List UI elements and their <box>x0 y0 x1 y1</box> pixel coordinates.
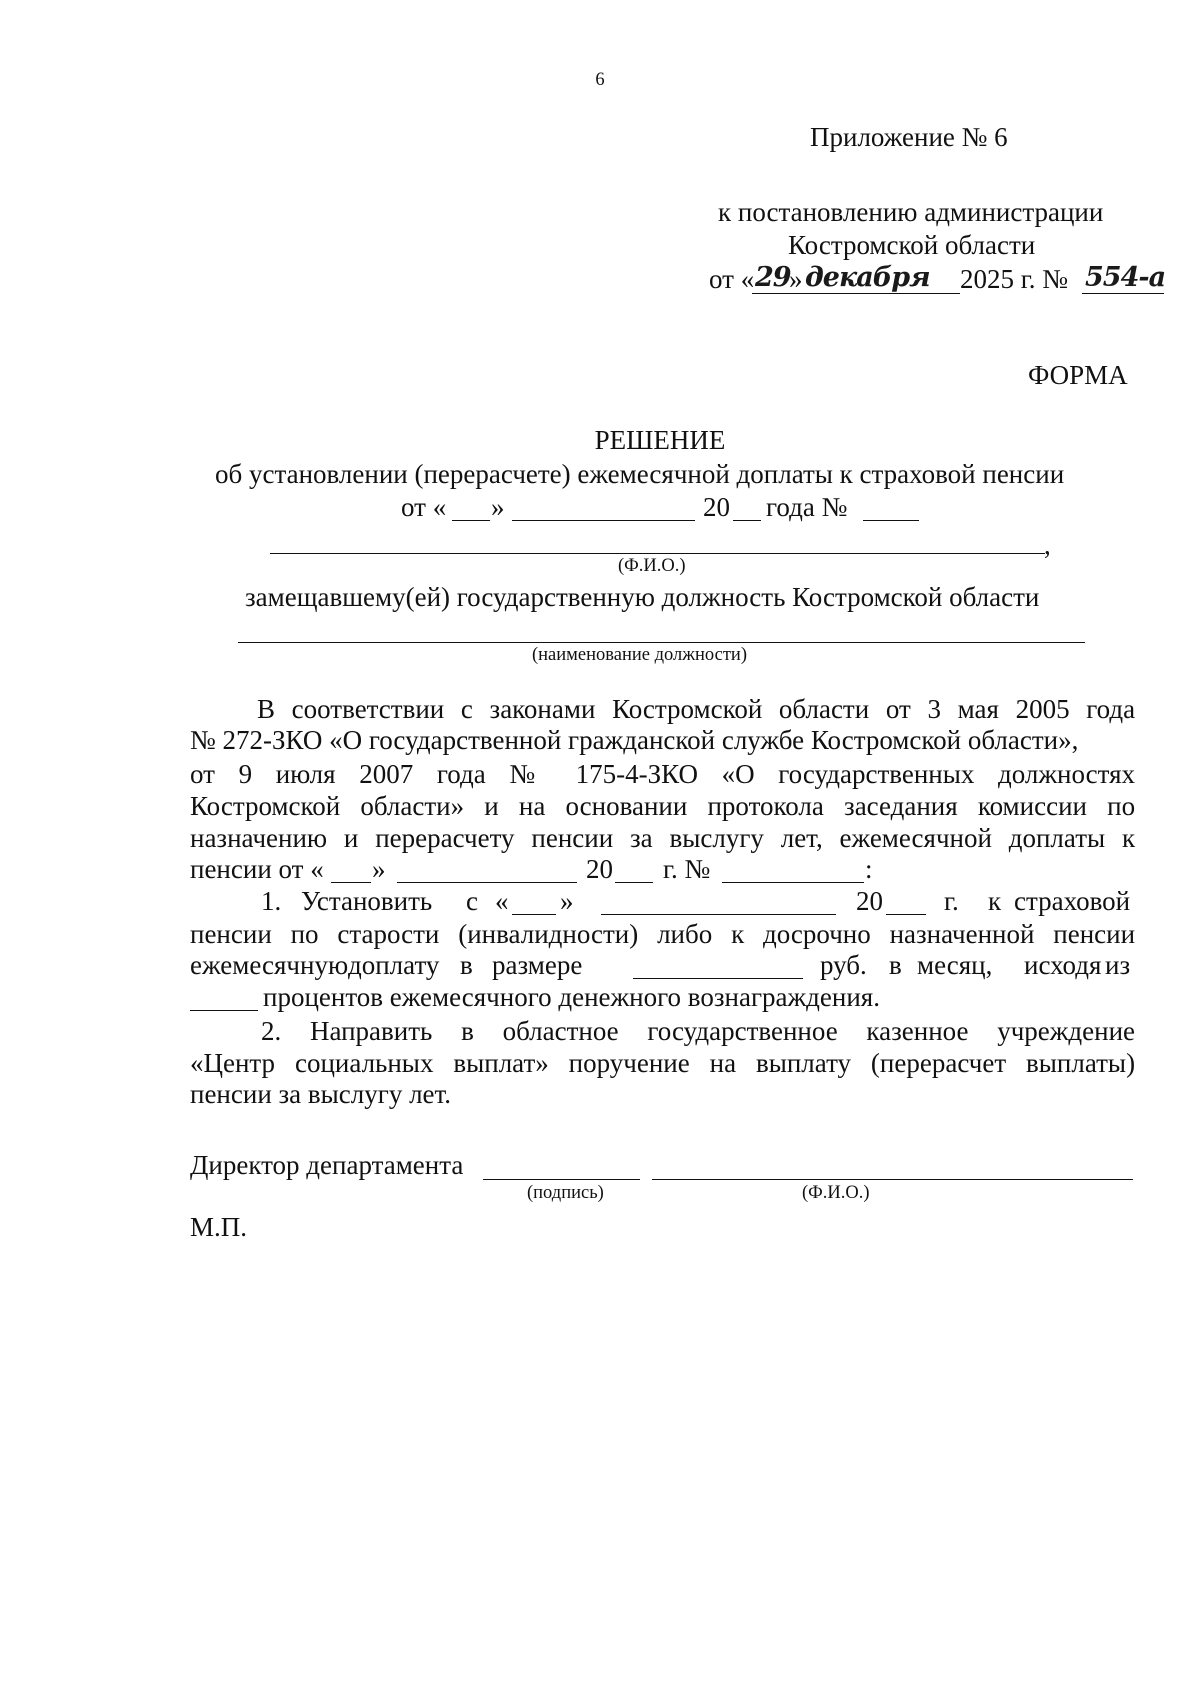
body-p1-line2: № 272-ЗКО «О государственной гражданской службе Костромской области», <box>190 725 1079 755</box>
body-word: « <box>495 886 509 916</box>
item1-month-blank <box>601 914 836 915</box>
decision-subtitle: об установлении (перерасчете) ежемесячной доплаты к страховой пенсии <box>215 459 1065 489</box>
body-word: от <box>190 759 215 789</box>
body-word: назначению <box>190 823 328 853</box>
body-word: (перерасчет <box>870 1048 1007 1078</box>
body-word: законами <box>489 694 596 724</box>
item2-line3: пенсии за выслугу лет. <box>190 1079 452 1109</box>
item1-percent-blank <box>190 1010 258 1011</box>
body-p1-line1 <box>257 693 1135 725</box>
body-word: Костромской <box>190 791 341 821</box>
body-word: комиссии <box>977 791 1087 821</box>
body-word: выплаты) <box>1026 1048 1136 1078</box>
body-word: старости <box>337 919 440 949</box>
body-word: Костромской <box>612 694 763 724</box>
annex-date-year: 2025 г. № <box>960 264 1069 294</box>
body-word: доплаты <box>1008 823 1106 853</box>
body-word: исходя <box>1024 950 1102 980</box>
body-word: социальных <box>294 1048 434 1078</box>
item1-line2 <box>190 918 1135 950</box>
body-word: 20 <box>586 854 613 884</box>
body-word: 175-4-ЗКО <box>575 759 698 789</box>
body-word: назначенной <box>889 919 1035 949</box>
position-hint: (наименование должности) <box>532 645 747 665</box>
body-word: за <box>629 823 653 853</box>
body-word: месяц, <box>917 950 993 980</box>
annex-date-mid: » <box>789 264 803 294</box>
annex-date-month: декабря <box>805 262 930 293</box>
body-word: протокола <box>707 791 824 821</box>
body-word: в <box>461 1016 474 1046</box>
fio-hint: (Ф.И.О.) <box>618 556 686 576</box>
body-word: от <box>885 694 911 724</box>
item1-amount-blank <box>633 978 803 979</box>
body-word: к <box>1121 823 1136 853</box>
annex-line2: Костромской области <box>788 230 1036 260</box>
decision-month-blank <box>512 520 695 521</box>
annex-number: 554-а <box>1085 262 1166 293</box>
body-word: государственных <box>778 759 975 789</box>
body-word: года <box>436 759 486 789</box>
body-word: ежемесячной <box>839 823 992 853</box>
body-word: доплату <box>348 950 440 980</box>
stamp-label: М.П. <box>190 1212 248 1242</box>
body-word: № <box>509 759 553 789</box>
body-word: выплат» <box>453 1048 549 1078</box>
body-word: г. № <box>663 854 711 884</box>
body-word: 3 <box>927 694 941 724</box>
body-word: июля <box>275 759 336 789</box>
body-word: страховой <box>1014 886 1131 916</box>
body-word: и <box>484 791 499 821</box>
item1-day-blank <box>512 914 556 915</box>
p1-number-blank <box>722 882 864 883</box>
body-word: года <box>1086 694 1136 724</box>
annex-date-prefix: от « <box>709 264 755 294</box>
body-word: области <box>778 694 870 724</box>
body-word: 20 <box>856 886 883 916</box>
body-word: соответствии <box>291 694 445 724</box>
body-p1-line4 <box>190 790 1135 822</box>
fio-comma: , <box>1044 530 1051 560</box>
body-word: ежемесячную <box>190 950 349 980</box>
annex-title: Приложение № 6 <box>810 122 1008 152</box>
body-word: к <box>988 886 1002 916</box>
signature-fio-blank <box>652 1179 1133 1180</box>
body-word: пенсии <box>190 919 272 949</box>
body-word: государственное <box>647 1016 838 1046</box>
body-word: по <box>290 919 319 949</box>
body-p1-line3 <box>190 758 1135 790</box>
body-word: мая <box>957 694 999 724</box>
body-word: выслугу <box>669 823 764 853</box>
body-word: 2007 <box>359 759 414 789</box>
body-word: выплату <box>755 1048 852 1078</box>
body-p1-line5 <box>190 822 1135 854</box>
position-line: замещавшему(ей) государственную должность Костромской области <box>245 582 1040 612</box>
item1-line4: процентов ежемесячного денежного вознаграждения. <box>263 982 880 1012</box>
body-word: из <box>1105 950 1131 980</box>
body-word: к <box>731 919 745 949</box>
body-word: 1. <box>261 886 282 916</box>
body-word: Установить <box>301 886 433 916</box>
body-word: » <box>560 886 574 916</box>
body-word: «Центр <box>190 1048 276 1078</box>
body-word: областное <box>502 1016 619 1046</box>
body-word: руб. <box>820 950 867 980</box>
decision-year-blank <box>733 520 761 521</box>
annex-date-underline <box>752 293 960 294</box>
fio-blank-line <box>270 553 1045 554</box>
body-word: с <box>460 694 473 724</box>
annex-date-day: 29 <box>755 262 791 293</box>
signature-label: Директор департамента <box>190 1150 464 1180</box>
page-number: 6 <box>595 70 605 90</box>
decision-number-blank <box>863 520 919 521</box>
body-word: основании <box>565 791 688 821</box>
body-word: пенсии <box>531 823 614 853</box>
body-word: в <box>889 950 902 980</box>
decision-date-20: 20 <box>703 492 730 522</box>
body-word: (инвалидности) <box>458 919 639 949</box>
body-word: 2005 <box>1015 694 1070 724</box>
body-word: : <box>865 854 873 884</box>
body-word: и <box>343 823 359 853</box>
decision-date-year: года № <box>766 492 848 522</box>
body-word: в <box>460 950 473 980</box>
position-blank-line <box>238 642 1085 643</box>
body-word: лет, <box>780 823 823 853</box>
signature-sign-hint: (подпись) <box>527 1183 604 1203</box>
decision-title: РЕШЕНИЕ <box>594 425 726 455</box>
body-word: казенное <box>866 1016 969 1046</box>
body-word: либо <box>657 919 713 949</box>
body-word: на <box>709 1048 737 1078</box>
body-word: должностях <box>998 759 1136 789</box>
body-word: размере <box>492 950 583 980</box>
body-word: пенсии от « <box>190 854 324 884</box>
body-word: по <box>1107 791 1136 821</box>
p1-month-blank <box>397 882 577 883</box>
form-label: ФОРМА <box>1028 360 1128 390</box>
body-word: поручение <box>568 1048 690 1078</box>
body-word: заседания <box>844 791 958 821</box>
signature-blank <box>483 1179 640 1180</box>
item1-year-blank <box>886 914 926 915</box>
decision-date-q: » <box>491 492 505 522</box>
body-word: досрочно <box>763 919 871 949</box>
body-word: пенсии <box>1053 919 1136 949</box>
p1-year-blank <box>615 882 653 883</box>
p1-day-blank <box>331 882 371 883</box>
item2-line2 <box>190 1047 1135 1079</box>
decision-day-blank <box>452 520 490 521</box>
body-word: перерасчету <box>375 823 515 853</box>
body-word: на <box>518 791 546 821</box>
body-word: 2. <box>261 1016 282 1046</box>
signature-fio-hint: (Ф.И.О.) <box>802 1183 870 1203</box>
body-word: «О <box>721 759 755 789</box>
body-word: Направить <box>309 1016 433 1046</box>
body-word: области» <box>360 791 465 821</box>
body-word: г. <box>944 886 959 916</box>
body-word: В <box>257 694 276 724</box>
annex-number-underline <box>1082 293 1164 294</box>
body-word: учреждение <box>997 1016 1136 1046</box>
body-word: » <box>372 854 386 884</box>
body-word: с <box>466 886 478 916</box>
body-word: 9 <box>238 759 253 789</box>
item2-line1 <box>261 1015 1135 1047</box>
annex-line1: к постановлению администрации <box>718 197 1104 227</box>
decision-date-from: от « <box>401 492 447 522</box>
